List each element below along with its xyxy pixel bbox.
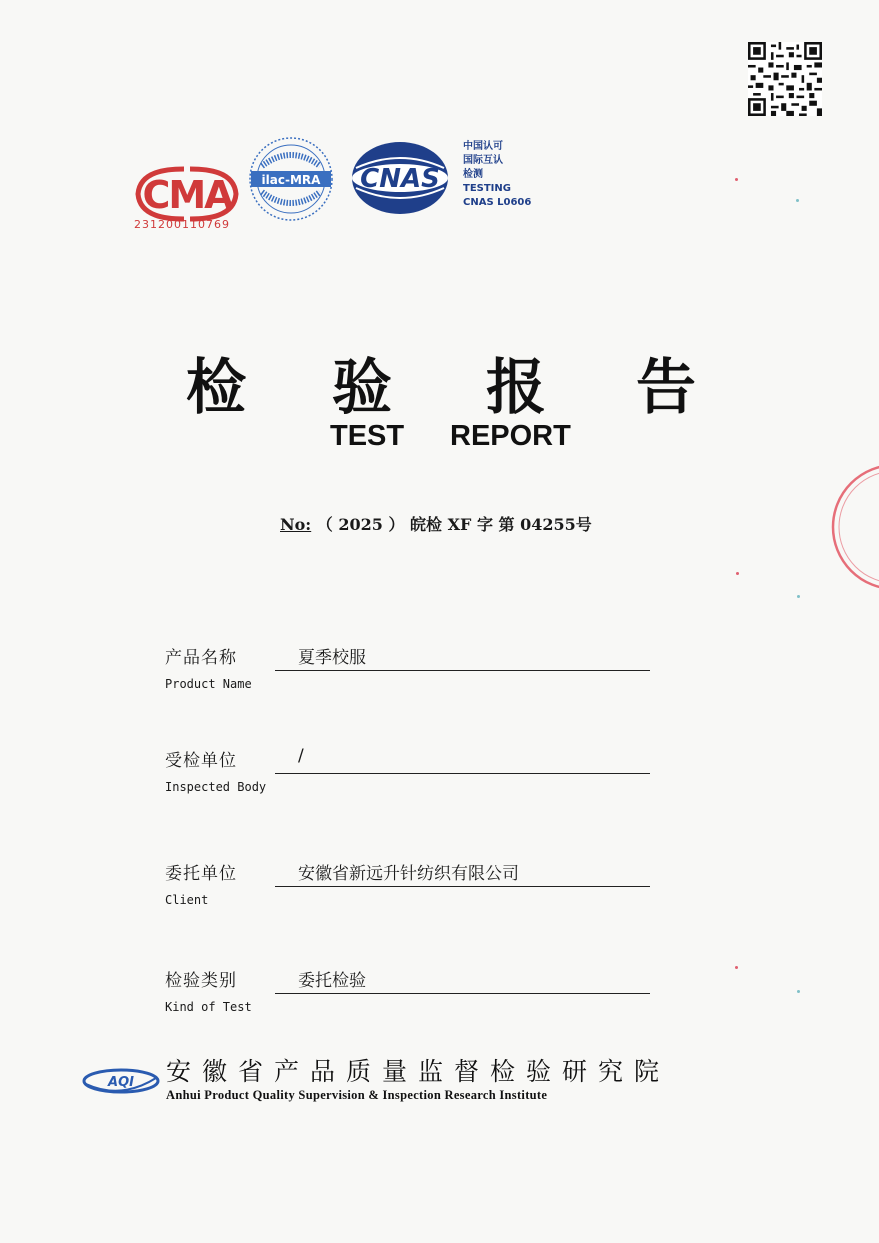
title-chinese — [0, 340, 879, 423]
field-underline — [275, 993, 650, 994]
field-label-cn: 产品名称 — [165, 648, 237, 668]
cnas-line: 国际互认 — [463, 155, 503, 166]
cma-number: 231200110769 — [134, 218, 230, 231]
aqi-mark: AQI — [108, 1075, 134, 1090]
institute-name-cn: 安徽省产品质量监督检验研究院 — [166, 1057, 671, 1086]
report-number — [280, 512, 592, 535]
field-value: 夏季校服 — [298, 648, 366, 668]
field-label-en: Product Name — [165, 677, 252, 691]
report-number-symbol: No: — [280, 515, 312, 534]
speck — [797, 990, 800, 993]
cnas-mark: CNAS — [360, 164, 440, 194]
field-label-cn: 检验类别 — [165, 971, 237, 991]
ilac-mra-logo — [248, 136, 334, 222]
title-word: REPORT — [450, 420, 571, 452]
field-value: 安徽省新远升针纺织有限公司 — [298, 864, 519, 884]
title-english — [0, 420, 879, 460]
field-underline — [275, 670, 650, 671]
field-label-en: Inspected Body — [165, 780, 267, 794]
title-char: 报 — [486, 353, 546, 423]
cnas-accreditation-text — [463, 140, 531, 210]
seal-stamp — [830, 462, 879, 592]
institute-name-en: Anhui Product Quality Supervision & Inspection Research Institute — [166, 1088, 548, 1102]
title-char: 检 — [186, 353, 246, 423]
cnas-line: 检测 — [463, 169, 483, 180]
speck — [735, 178, 738, 181]
field-value: / — [298, 746, 304, 766]
title-char: 验 — [332, 353, 392, 423]
field-label-en: Kind of Test — [165, 1000, 252, 1014]
field-label-cn: 受检单位 — [165, 751, 237, 771]
cnas-line: CNAS L0606 — [463, 197, 532, 208]
speck — [797, 595, 800, 598]
speck — [736, 572, 739, 575]
cnas-line: TESTING — [463, 183, 511, 194]
title-word: TEST — [330, 420, 405, 452]
speck — [735, 966, 738, 969]
qr-code — [748, 42, 822, 116]
speck — [796, 199, 799, 202]
field-inspected-body — [165, 746, 655, 806]
ilac-mark: ilac-MRA — [261, 173, 321, 187]
field-value: 委托检验 — [298, 971, 366, 991]
field-underline — [275, 886, 650, 887]
report-number-text: （ 2025 ） 皖检 XF 字 第 04255号 — [316, 515, 592, 534]
cma-mark: CMA — [142, 173, 232, 217]
field-label-cn: 委托单位 — [165, 864, 237, 884]
cnas-line: 中国认可 — [463, 141, 503, 152]
field-kind-of-test — [165, 966, 655, 1026]
field-label-en: Client — [165, 893, 209, 907]
field-client — [165, 859, 655, 919]
field-underline — [275, 773, 650, 774]
cnas-logo — [350, 140, 450, 216]
field-product-name — [165, 643, 655, 703]
title-char: 告 — [636, 353, 696, 423]
aqi-logo — [82, 1066, 160, 1096]
